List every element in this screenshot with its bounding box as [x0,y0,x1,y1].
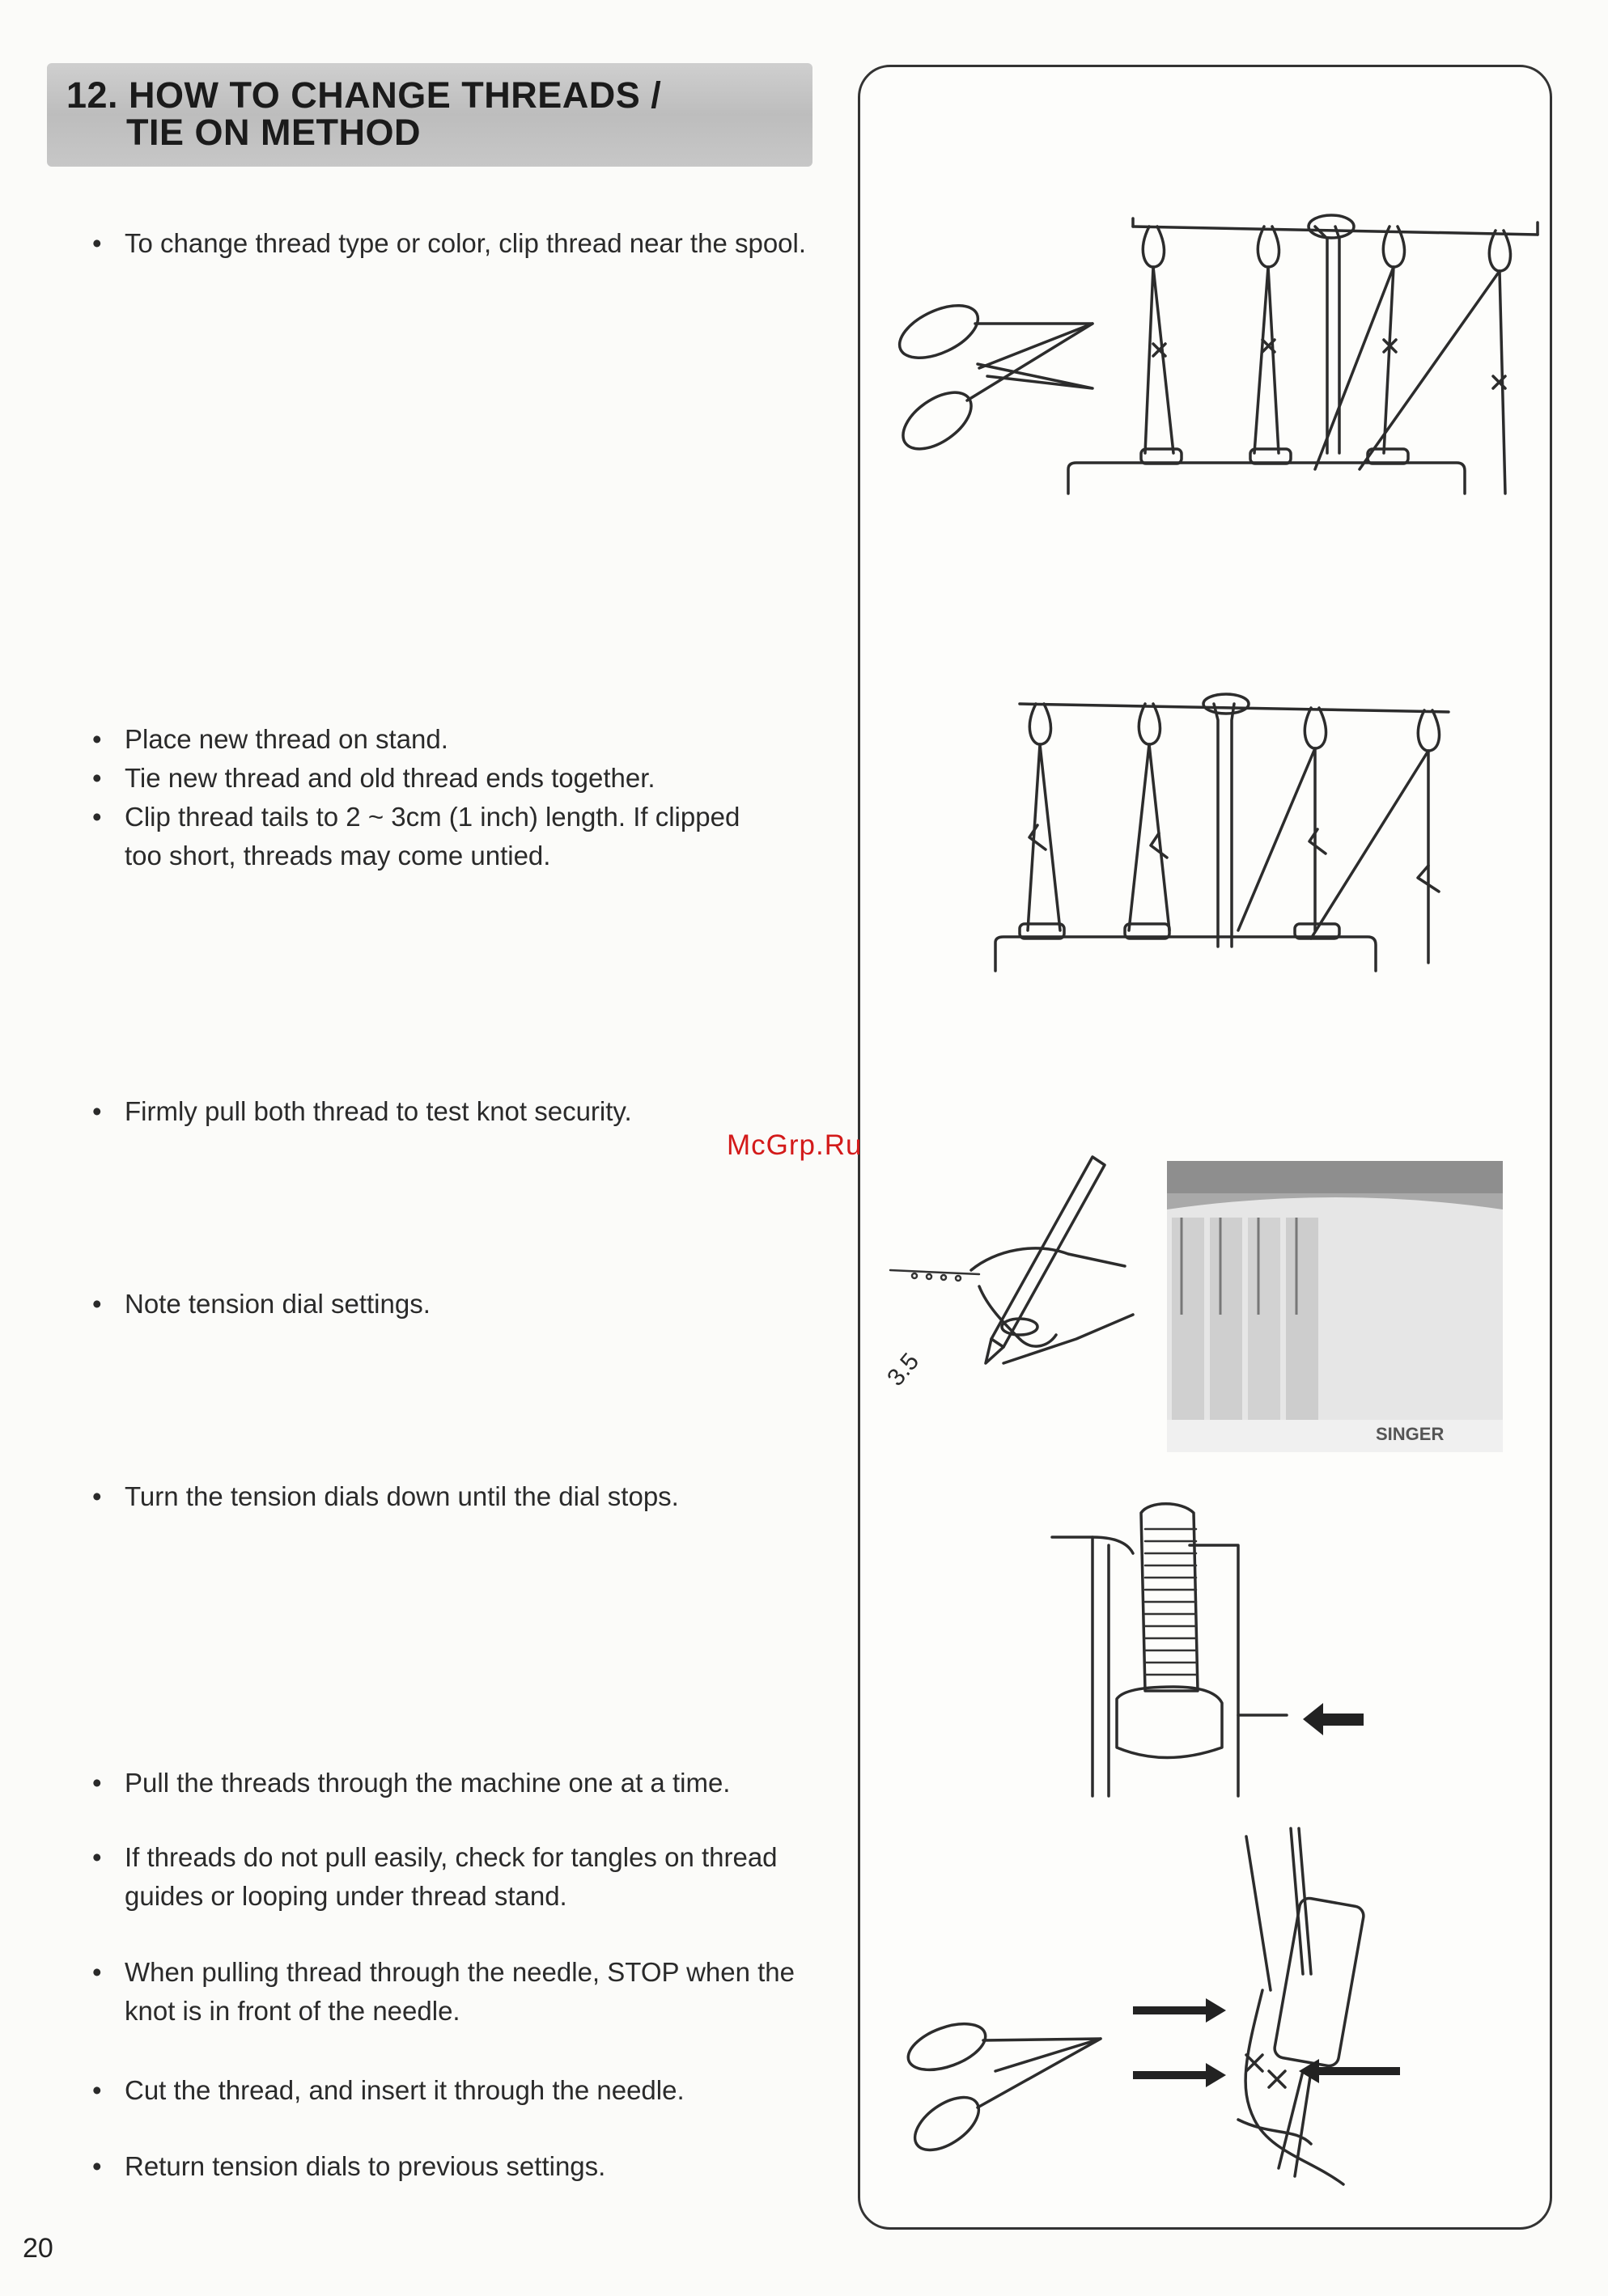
instruction-text: Return tension dials to previous settings. [125,2151,606,2181]
instruction-text: Clip thread tails to 2 ~ 3cm (1 inch) length. If clipped too short, threads may come untied. [125,802,740,871]
section-title-line2: TIE ON METHOD [126,112,421,153]
instruction-text: If threads do not pull easily, check for tangles on thread guides or looping under thread stand. [125,1842,778,1911]
instruction-item [92,1764,824,1802]
figure-turn-dials [1044,1489,1384,1804]
watermark: McGrp.Ru [727,1129,863,1161]
instruction-text: Tie new thread and old thread ends together. [125,763,656,793]
figure-cut-thread [890,1828,1473,2184]
bullet-marker: • [92,1842,102,1872]
instruction-text: Pull the threads through the machine one at a time. [125,1768,731,1798]
bullet-marker: • [92,724,102,754]
tension-dial-photo [1167,1161,1503,1452]
bullet-marker: • [92,1957,102,1987]
bullet-marker: • [92,2075,102,2105]
instruction-item [92,1092,824,1131]
scissors-icon [902,2014,1101,2160]
instruction-item [92,798,824,875]
instruction-item [92,1838,824,1916]
instruction-item [92,1953,824,2031]
dial-value-label: 3.5 [882,1348,925,1392]
bullet-marker: • [92,1768,102,1798]
bullet-marker: • [92,1289,102,1319]
figure-tie-threads [971,688,1473,979]
page-number: 20 [23,2233,53,2264]
tension-dial-knob [1052,1504,1287,1796]
figure-clip-threads [874,202,1538,510]
scissors-icon [892,294,1093,460]
figure-note-dials [882,1153,1505,1460]
instruction-text: Note tension dial settings. [125,1289,431,1319]
brand-label: SINGER [1376,1424,1445,1444]
needle-assembly [1238,1828,1365,2184]
bullet-marker: • [92,763,102,793]
arrow-left-icon [1299,2059,1400,2083]
instruction-text: Turn the tension dials down until the dial stops. [125,1481,679,1511]
section-title-line1: 12. HOW TO CHANGE THREADS / [66,74,662,116]
bullet-marker: • [92,2151,102,2181]
instruction-text: Firmly pull both thread to test knot security. [125,1096,632,1126]
arrow-right-icon [1133,2063,1226,2087]
knot-marks [1246,2055,1285,2087]
instruction-item [92,224,824,263]
arrow-left-icon [1303,1703,1364,1735]
instruction-item [92,2071,824,2110]
instruction-item [92,1477,824,1516]
instruction-text: To change thread type or color, clip thread near the spool. [125,228,807,258]
thread-stand [1068,215,1538,494]
instruction-item [92,759,824,798]
section-heading [47,63,812,167]
instruction-item [92,1285,824,1324]
instruction-text: Cut the thread, and insert it through the needle. [125,2075,685,2105]
instruction-text: Place new thread on stand. [125,724,448,754]
bullet-marker: • [92,228,102,258]
thread-stand [995,694,1449,971]
instruction-item [92,2147,824,2186]
hand-pencil-icon [890,1157,1133,1363]
bullet-marker: • [92,1481,102,1511]
bullet-marker: • [92,802,102,832]
instruction-item [92,720,824,759]
bullet-marker: • [92,1096,102,1126]
arrow-right-icon [1133,1998,1226,2023]
instruction-text: When pulling thread through the needle, STOP when the knot is in front of the needle. [125,1957,796,2026]
